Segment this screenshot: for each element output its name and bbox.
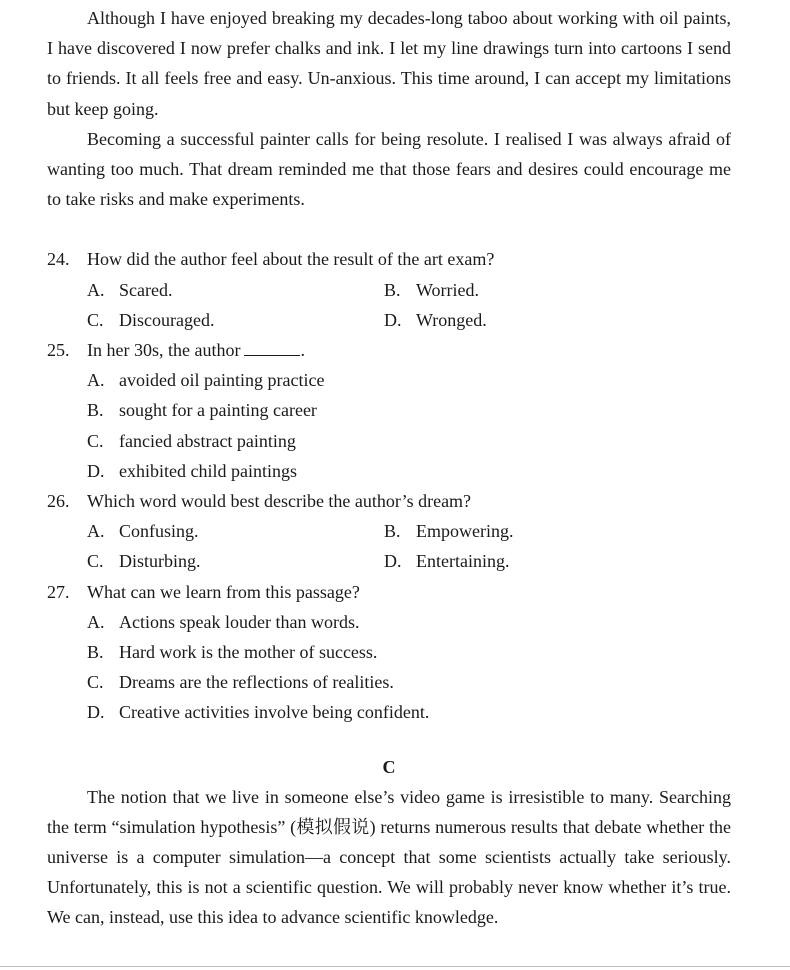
question-number: 27. [47,581,70,602]
question-text: What can we learn from this passage? [87,581,360,602]
question-suffix: . [300,340,305,361]
option-c[interactable]: C. fancied abstract painting [87,430,296,451]
option-d[interactable]: D. Entertaining. [384,551,510,572]
option-c[interactable]: C. Disturbing. [87,551,201,572]
question-number: 24. [47,249,70,270]
question-24 [47,244,731,335]
option-b[interactable]: B. Empowering. [384,521,514,542]
section-title: C [382,756,396,777]
option-a[interactable]: A. avoided oil painting practice [87,370,325,391]
passage-paragraph: Although I have enjoyed breaking my decades-long taboo about working with oil paints, I have discovered I now prefer chalks and ink. I let my line drawings turn into cartoons I send to friends. It all feels free and easy. Un-anxious. This time around, I can accept my limitations but keep going. [47,8,731,119]
question-stem [47,335,731,365]
question-number: 26. [47,491,70,512]
option-b[interactable]: B. Worried. [384,279,480,300]
option-d[interactable]: D. exhibited child paintings [87,460,297,481]
question-text: In her 30s, the author [87,340,241,361]
option-b[interactable]: B. Hard work is the mother of success. [87,642,378,663]
question-27 [47,577,731,728]
option-c[interactable]: C. Dreams are the reflections of realities. [87,672,394,693]
question-stem [47,577,731,607]
question-stem [47,486,731,516]
page-divider [0,966,790,967]
question-26 [47,486,731,577]
question-number: 25. [47,340,70,361]
passage-paragraph: Becoming a successful painter calls for being resolute. I realised I was always afraid of wanting too much. That dream reminded me that those fears and desires could encourage me to take risks and make experiments. [47,128,731,210]
option-a[interactable]: A. Confusing. [87,521,199,542]
question-stem [47,244,731,274]
question-25 [47,335,731,486]
option-a[interactable]: A. Scared. [87,279,173,300]
option-a[interactable]: A. Actions speak louder than words. [87,611,360,632]
question-text: Which word would best describe the author’s dream? [87,491,472,512]
option-d[interactable]: D. Creative activities involve being confident. [87,702,430,723]
option-d[interactable]: D. Wronged. [384,309,487,330]
question-text: How did the author feel about the result of the art exam? [87,249,495,270]
exam-page [47,3,731,933]
option-c[interactable]: C. Discouraged. [87,309,215,330]
answer-blank [244,339,300,356]
option-b[interactable]: B. sought for a painting career [87,400,317,421]
passage-paragraph: The notion that we live in someone else’s video game is irresistible to many. Searching the term “simulation hypothesis” (模拟假说) returns numerous results that debate whether the universe is a computer simulation—a concept that some scientists actually take seriously. Unfortunately, this is not a scientific question. We will probably never know whether it’s true. We can, instead, use this idea to advance scientific knowledge. [47,786,731,928]
